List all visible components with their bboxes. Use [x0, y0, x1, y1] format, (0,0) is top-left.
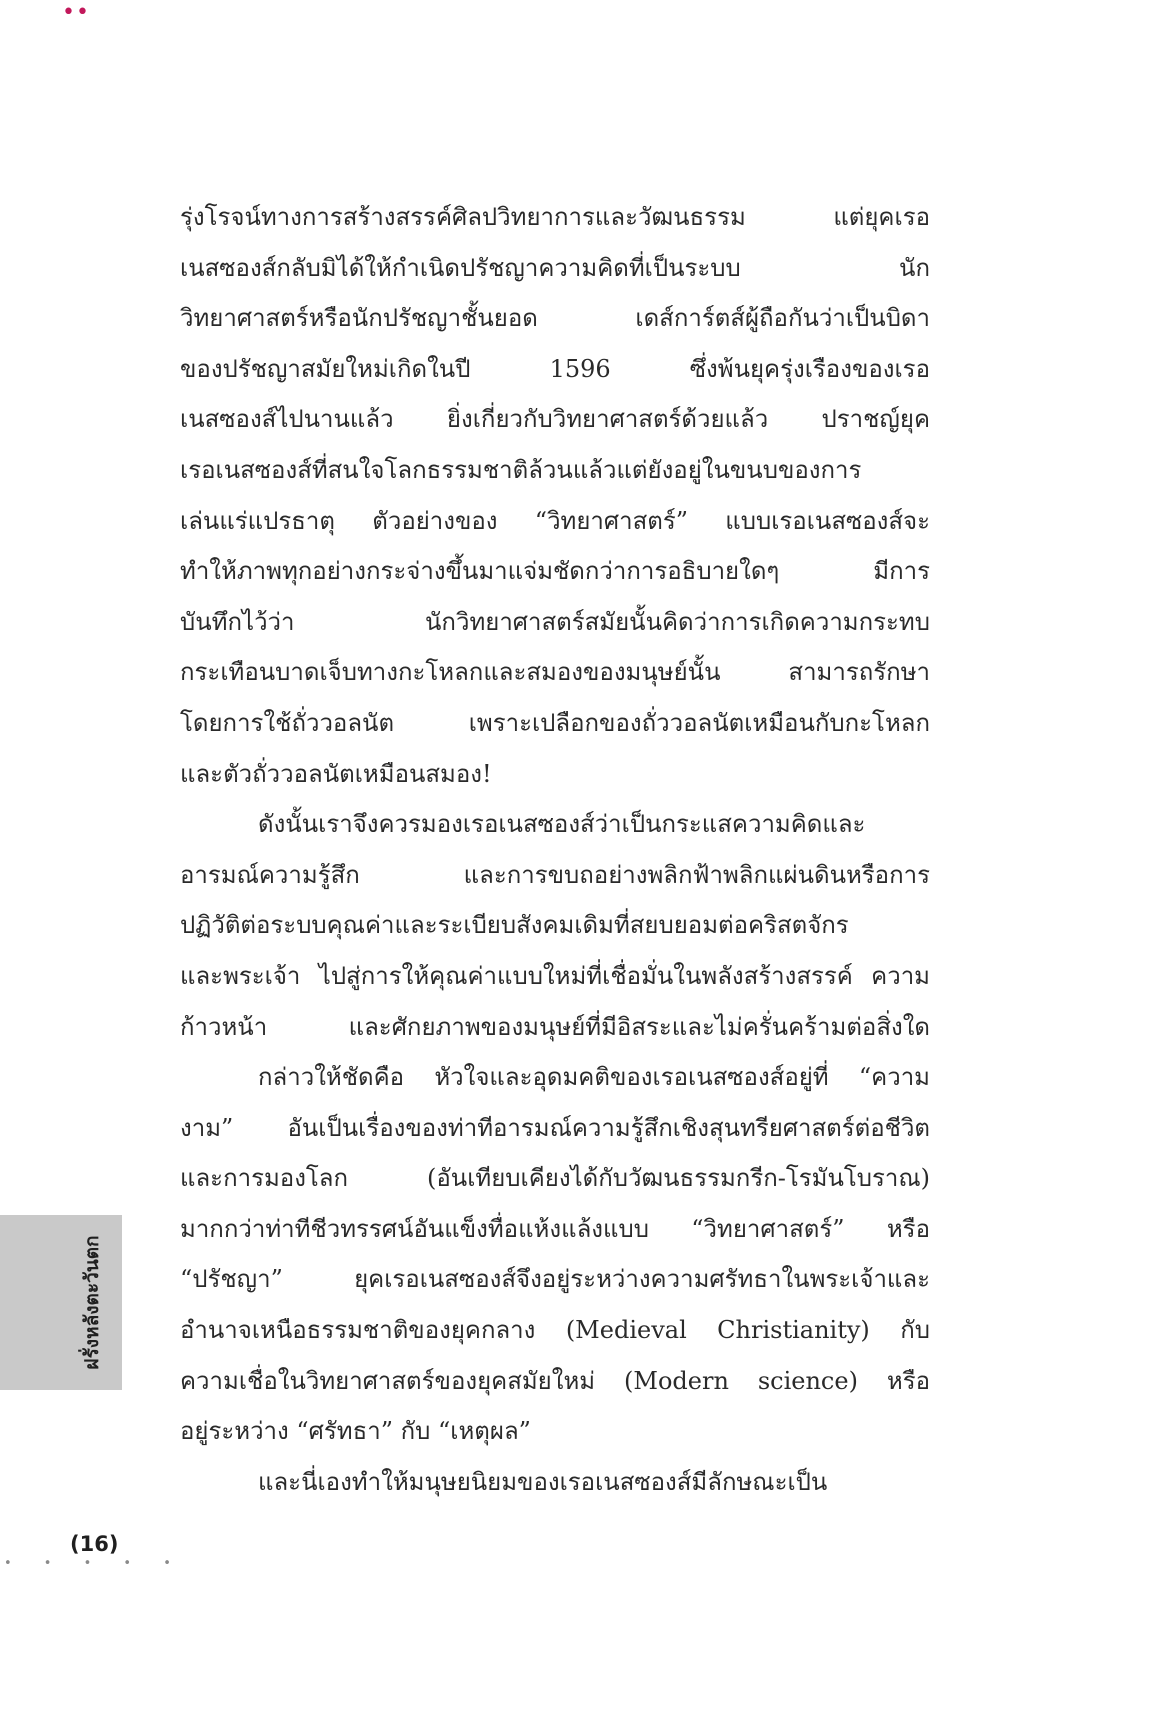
chapter-side-tab-label: ฝรั่งหลังตะวันตก	[81, 1235, 103, 1370]
text-line: ความเชื่อในวิทยาศาสตร์ของยุคสมัยใหม่ (Modern science) หรือ	[180, 1366, 930, 1395]
text-line: บันทึกไว้ว่า นักวิทยาศาสตร์สมัยนั้นคิดว่าการเกิดความกระทบ	[180, 607, 930, 636]
text-line: เนสซองส์ไปนานแล้ว ยิ่งเกี่ยวกับวิทยาศาสตร์ด้วยแล้ว ปราชญ์ยุค	[180, 405, 930, 434]
text-line: โดยการใช้ถั่ววอลนัต เพราะเปลือกของถั่ววอลนัตเหมือนกับกะโหลก	[180, 708, 930, 737]
text-line: เรอเนสซองส์ที่สนใจโลกธรรมชาติล้วนแล้วแต่ยังอยู่ในขนบของการ	[180, 455, 862, 484]
text-line: และการมองโลก (อันเทียบเคียงได้กับวัฒนธรรมกรีก-โรมันโบราณ)	[180, 1164, 930, 1193]
text-line: ของปรัชญาสมัยใหม่เกิดในปี 1596 ซึ่งพ้นยุครุ่งเรืองของเรอ	[180, 354, 930, 383]
text-line: เล่นแร่แปรธาตุ ตัวอย่างของ “วิทยาศาสตร์” แบบเรอเนสซองส์จะ	[180, 506, 930, 535]
text-line: และตัวถั่ววอลนัตเหมือนสมอง!	[180, 759, 492, 788]
text-line: และพระเจ้า ไปสู่การให้คุณค่าแบบใหม่ที่เชื่อมั่นในพลังสร้างสรรค์ ความ	[180, 961, 930, 990]
text-line: วิทยาศาสตร์หรือนักปรัชญาชั้นยอด เดส์การ์ตส์ผู้ถือกันว่าเป็นบิดา	[180, 304, 930, 333]
text-line: “ปรัชญา” ยุคเรอเนสซองส์จึงอยู่ระหว่างความศรัทธาในพระเจ้าและ	[180, 1265, 930, 1294]
text-line: กระเทือนบาดเจ็บทางกะโหลกและสมองของมนุษย์นั้น สามารถรักษา	[180, 658, 930, 687]
text-line: ทำให้ภาพทุกอย่างกระจ่างขึ้นมาแจ่มชัดกว่าการอธิบายใดๆ มีการ	[180, 557, 930, 586]
paragraph-3	[180, 1052, 930, 1457]
text-line: อำนาจเหนือธรรมชาติของยุคกลาง (Medieval Christianity) กับ	[180, 1316, 930, 1345]
text-line: มากกว่าท่าทีชีวทรรศน์อันแข็งทื่อแห้งแล้งแบบ “วิทยาศาสตร์” หรือ	[180, 1214, 930, 1243]
text-line: เนสซองส์กลับมิได้ให้กำเนิดปรัชญาความคิดที่เป็นระบบ นัก	[180, 253, 930, 282]
text-line: รุ่งโรจน์ทางการสร้างสรรค์ศิลปวิทยาการและวัฒนธรรม แต่ยุคเรอ	[180, 203, 930, 231]
paragraph-2	[180, 799, 930, 1052]
text-line: ปฏิวัติต่อระบบคุณค่าและระเบียบสังคมเดิมที่สยบยอมต่อคริสตจักร	[180, 911, 849, 940]
body-text	[180, 192, 930, 1507]
text-line: อารมณ์ความรู้สึก และการขบถอย่างพลิกฟ้าพลิกแผ่นดินหรือการ	[180, 860, 930, 889]
page-number: (16)	[70, 1532, 119, 1556]
paragraph-1	[180, 192, 930, 799]
text-line: งาม” อันเป็นเรื่องของท่าทีอารมณ์ความรู้สึกเชิงสุนทรียศาสตร์ต่อชีวิต	[180, 1113, 930, 1142]
chapter-side-tab	[0, 1215, 122, 1390]
header-marker: ••	[62, 0, 90, 25]
text-line: กล่าวให้ชัดคือ หัวใจและอุดมคติของเรอเนสซองส์อยู่ที่ “ความ	[258, 1063, 930, 1092]
text-line: และนี่เองทำให้มนุษยนิยมของเรอเนสซองส์มีลักษณะเป็น	[258, 1467, 828, 1496]
text-line: อยู่ระหว่าง “ศรัทธา” กับ “เหตุผล”	[180, 1417, 531, 1446]
footer-dots: • • • • •	[4, 1556, 185, 1571]
paragraph-4	[180, 1457, 930, 1508]
text-line: ก้าวหน้า และศักยภาพของมนุษย์ที่มีอิสระและไม่ครั่นคร้ามต่อสิ่งใด	[180, 1012, 930, 1041]
text-line: ดังนั้นเราจึงควรมองเรอเนสซองส์ว่าเป็นกระแสความคิดและ	[258, 810, 866, 839]
